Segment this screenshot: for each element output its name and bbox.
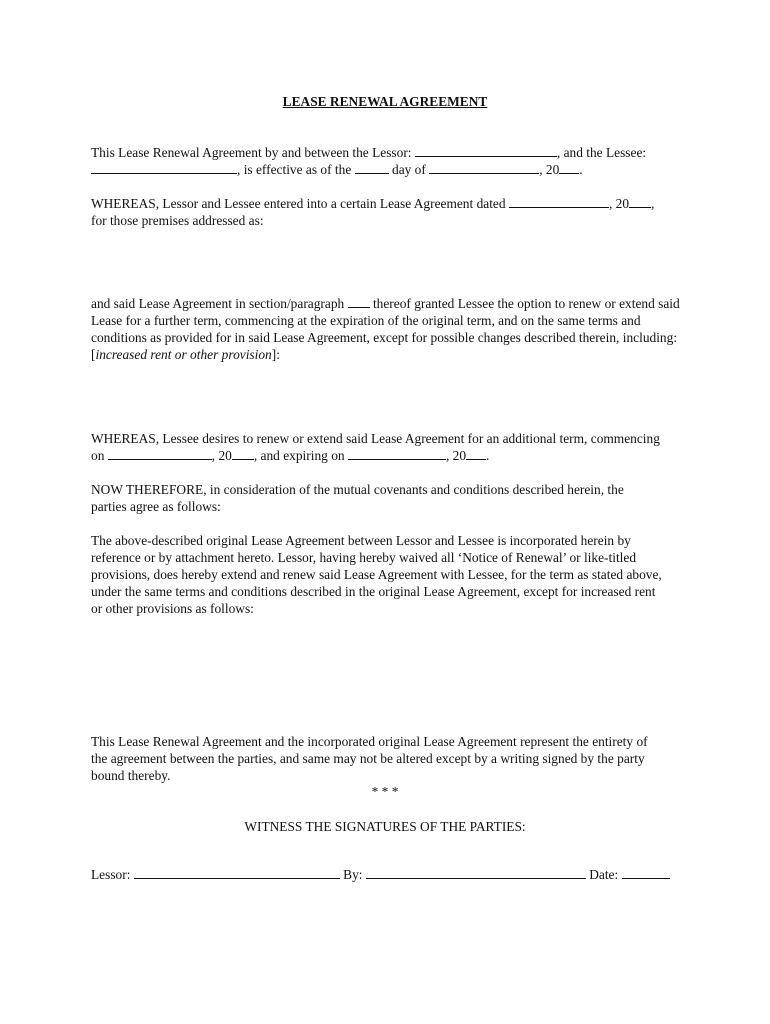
entirety-paragraph [91, 733, 691, 784]
provision-placeholder: increased rent or other provision [95, 347, 272, 362]
para2-line-3: conditions as provided for in said Lease Agreement, except for possible changes described therein, including: [91, 330, 678, 345]
whereas1-line-2: for those premises addressed as: [91, 213, 264, 228]
signature-line [91, 866, 691, 883]
renewal-terms-paragraph [91, 532, 691, 617]
para2-text-1: and said Lease Agreement in section/paragraph [91, 296, 345, 311]
lessor-signature-field[interactable] [134, 866, 340, 879]
intro-text-2: , and the Lessee: [556, 145, 647, 160]
intro-text-5: , 20 [539, 162, 560, 177]
para5-line-1: This Lease Renewal Agreement and the incorporated original Lease Agreement represent the entirety of [91, 734, 648, 749]
whereas2-line-1: WHEREAS, Lessee desires to renew or extend said Lease Agreement for an additional term, commencing [91, 431, 660, 446]
effective-day-field[interactable] [355, 161, 389, 174]
effective-year-field[interactable] [559, 161, 579, 174]
whereas-original-lease [91, 195, 691, 229]
intro-paragraph [91, 144, 691, 178]
date-label: Date: [589, 867, 619, 882]
document-title: LEASE RENEWAL AGREEMENT [282, 94, 488, 109]
para2-text-2: thereof granted Lessee the option to renew or extend said [372, 296, 680, 311]
by-label: By: [343, 867, 363, 882]
date-field[interactable] [622, 866, 670, 879]
original-lease-date-field[interactable] [509, 195, 609, 208]
lessor-label: Lessor: [91, 867, 131, 882]
whereas-renewal-term [91, 430, 691, 464]
whereas1-text-1: WHEREAS, Lessor and Lessee entered into a certain Lease Agreement dated [91, 196, 506, 211]
intro-text-4: day of [392, 162, 426, 177]
bracket-close: ]: [271, 347, 280, 362]
now-therefore-line-1: NOW THEREFORE, in consideration of the mutual covenants and conditions described herein, the [91, 482, 624, 497]
bracket-open: [ [91, 347, 96, 362]
whereas1-text-3: , [651, 196, 655, 211]
renewal-end-year-field[interactable] [466, 447, 486, 460]
para5-line-3: bound thereby. [91, 768, 171, 783]
intro-text-1: This Lease Renewal Agreement by and between the Lessor: [91, 145, 412, 160]
whereas2-text-1: on [91, 448, 105, 463]
para2-line-2: Lease for a further term, commencing at the expiration of the original term, and on the same terms and [91, 313, 641, 328]
lessor-name-field[interactable] [415, 144, 557, 157]
now-therefore-paragraph [91, 481, 691, 515]
para4-line-1: The above-described original Lease Agreement between Lessor and Lessee is incorporated herein by [91, 533, 631, 548]
whereas2-text-5: . [486, 448, 490, 463]
whereas1-text-2: , 20 [608, 196, 630, 211]
para5-line-2: the agreement between the parties, and same may not be altered except by a writing signed by the party [91, 751, 645, 766]
by-signature-field[interactable] [366, 866, 586, 879]
intro-text-3: , is effective as of the [237, 162, 352, 177]
para4-line-3: provisions, does hereby extend and renew said Lease Agreement with Lessee, for the term as stated above, [91, 567, 662, 582]
lessee-name-field[interactable] [91, 161, 237, 174]
whereas2-text-3: , and expiring on [253, 448, 345, 463]
whereas2-text-2: , 20 [211, 448, 232, 463]
para4-line-2: reference or by attachment hereto. Lessor, having hereby waived all ‘Notice of Renewal’ or like-titled [91, 550, 637, 565]
whereas2-text-4: , 20 [445, 448, 467, 463]
section-separator: * * * [371, 784, 399, 799]
para4-line-4: under the same terms and conditions described in the original Lease Agreement, except for increased rent [91, 584, 656, 599]
renewal-start-year-field[interactable] [232, 447, 254, 460]
para4-line-5: or other provisions as follows: [91, 601, 254, 616]
intro-text-6: . [579, 162, 583, 177]
renewal-start-date-field[interactable] [108, 447, 212, 460]
witness-heading: WITNESS THE SIGNATURES OF THE PARTIES: [244, 819, 526, 834]
effective-month-field[interactable] [429, 161, 539, 174]
renewal-end-date-field[interactable] [348, 447, 446, 460]
original-lease-year-field[interactable] [629, 195, 651, 208]
section-paragraph-field[interactable] [348, 295, 370, 308]
renewal-option-paragraph [91, 295, 691, 363]
now-therefore-line-2: parties agree as follows: [91, 499, 221, 514]
